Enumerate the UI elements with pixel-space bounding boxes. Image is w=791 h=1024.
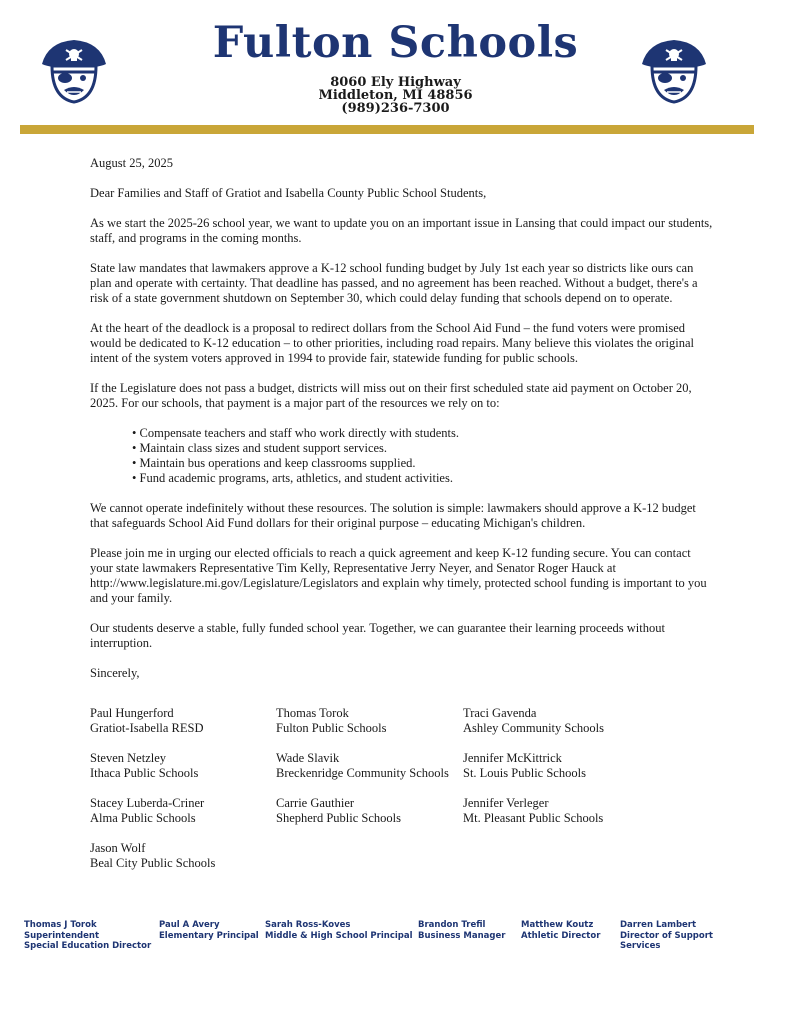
bullet-item: • Maintain class sizes and student support services. [132,441,715,456]
signatory-org: Alma Public Schools [90,811,196,825]
signatory-name: Steven Netzley [90,751,167,765]
signatory-name: Paul Hungerford [90,706,174,720]
footer-staff-name: Thomas J Torok [24,920,97,930]
footer-staff-name: Matthew Koutz [521,920,594,930]
signatory-org: St. Louis Public Schools [463,766,586,780]
signatory-org: Fulton Public Schools [276,721,387,735]
letter-body [90,156,715,696]
footer-staff-name: Brandon Trefil [418,920,486,930]
letterhead-title: Fulton Schools [212,18,579,68]
footer-staff-title: Elementary Principal [159,930,259,941]
footer-staff-title: Director of Support [620,930,713,941]
letter-paragraph: We cannot operate indefinitely without these resources. The solution is simple: lawmakers should approve a K-12 budget that safeguards School Aid Fund dollars for their original purpose – educating Michigan's children. [90,501,696,530]
signatory-org: Shepherd Public Schools [276,811,401,825]
footer-staff-name: Darren Lambert [620,920,697,930]
footer-staff [159,920,259,941]
signatory-name: Traci Gavenda [463,706,537,720]
letter-salutation: Dear Families and Staff of Gratiot and Isabella County Public School Students, [90,186,487,200]
footer-staff [418,920,505,941]
footer-staff-name: Paul A Avery [159,920,220,930]
footer-staff-title: Special Education Director [24,941,152,951]
signatory [463,751,586,781]
address-line1: 8060 Ely Highway [330,75,461,90]
phone-number: (989)236-7300 [341,101,450,116]
footer-staff-title: Business Manager [418,930,506,941]
footer-staff-title: Superintendent [24,930,100,941]
signatory-org: Breckenridge Community Schools [276,766,449,780]
letter-closing: Sincerely, [90,666,140,680]
signatory [90,796,204,826]
bullet-item: • Compensate teachers and staff who work directly with students. [132,426,715,441]
signatory-name: Stacey Luberda-Criner [90,796,205,810]
footer-staff-title: Services [620,941,661,951]
signatory [90,751,198,781]
bullet-list [90,426,715,486]
signatory-name: Jennifer McKittrick [463,751,562,765]
letter-date: August 25, 2025 [90,156,173,170]
footer-staff [521,920,600,941]
signatory-org: Ithaca Public Schools [90,766,199,780]
signatory-name: Wade Slavik [276,751,340,765]
signatory-name: Jason Wolf [90,841,146,855]
signatory-name: Thomas Torok [276,706,349,720]
signatory-org: Ashley Community Schools [463,721,604,735]
signatory [90,841,215,871]
letterhead-divider [20,125,754,134]
signatory [463,796,603,826]
letter-paragraph: State law mandates that lawmakers approve a K-12 school funding budget by July 1st each year so districts like ours can plan and operate with certainty. That deadline has passed, and no agreement has been reached. Without a budget, there's a risk of a state government shutdown on September 30, which could delay funding that schools depend on to operate. [90,261,698,305]
letter-paragraph: As we start the 2025-26 school year, we want to update you on an important issue in Lansing that could impact our students, staff, and programs in the coming months. [90,216,713,245]
signatory [276,706,386,736]
letter-paragraph: Our students deserve a stable, fully funded school year. Together, we can guarantee their learning proceeds without interruption. [90,621,665,650]
footer-staff-name: Sarah Ross-Koves [265,920,351,930]
signatory [276,796,401,826]
letter-paragraph: Please join me in urging our elected officials to reach a quick agreement and keep K-12 funding secure. You can contact your state lawmakers Representative Tim Kelly, Representative Jerry Neyer, and Senator Roger Hauck at http://www.legislature.mi.gov/Legislature/Legislators and explain why timely, protected school funding is important to you and your family. [90,546,707,605]
bullet-item: • Fund academic programs, arts, athletics, and student activities. [132,471,715,486]
letterhead-address [0,76,791,115]
address-line2: Middleton, MI 48856 [318,88,473,103]
letter-paragraph: At the heart of the deadlock is a proposal to redirect dollars from the School Aid Fund – the fund voters were promised would be dedicated to K-12 education – to other priorities, including road repairs. Many believe this violates the original intent of the system voters approved in 1994 to provide fair, statewide funding for public schools. [90,321,695,365]
footer-staff [620,920,713,952]
signatory-org: Mt. Pleasant Public Schools [463,811,604,825]
letter-paragraph: If the Legislature does not pass a budget, districts will miss out on their first scheduled state aid payment on October 20, 2025. For our schools, that payment is a major part of the resources we rely on to: [90,381,692,410]
signatory [90,706,204,736]
bullet-item: • Maintain bus operations and keep classrooms supplied. [132,456,715,471]
signatory [276,751,449,781]
signatory-org: Beal City Public Schools [90,856,216,870]
signatory-org: Gratiot-Isabella RESD [90,721,204,735]
footer-staff [265,920,413,941]
footer-staff [24,920,151,952]
signatory-name: Jennifer Verleger [463,796,549,810]
signatory-name: Carrie Gauthier [276,796,355,810]
footer-staff-title: Athletic Director [521,930,601,941]
footer-staff-title: Middle & High School Principal [265,930,413,941]
signatory [463,706,604,736]
